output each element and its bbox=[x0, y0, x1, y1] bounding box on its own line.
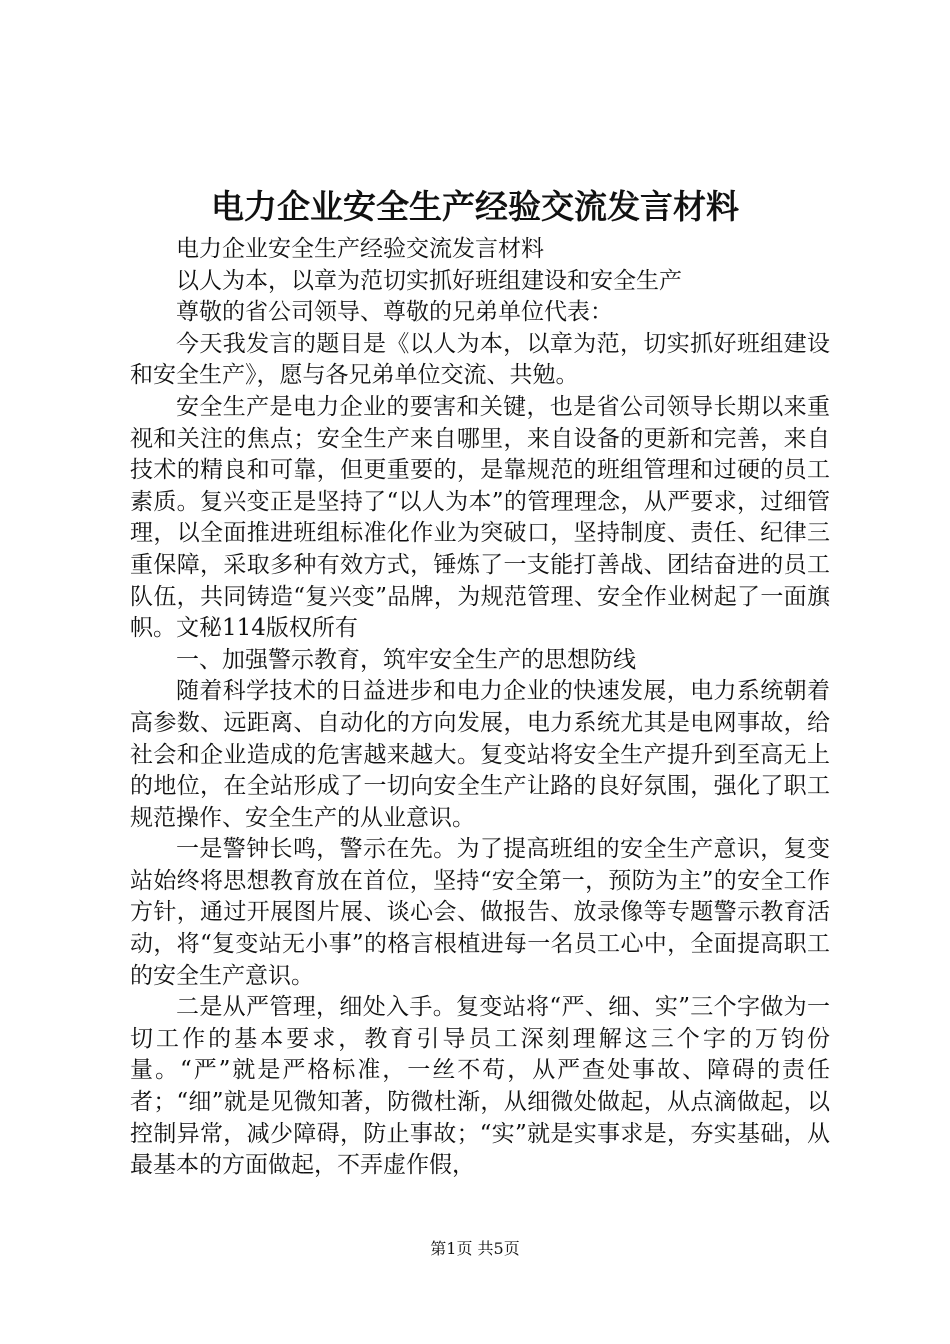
paragraph-salutation: 尊敬的省公司领导、尊敬的兄弟单位代表： bbox=[176, 299, 613, 326]
page-footer: 第1页 共5页 bbox=[430, 1239, 520, 1258]
document-body bbox=[130, 234, 830, 1182]
paragraph-point-2: 二是从严管理，细处入手。复变站将“严、细、实”三个字做为一切工作的基本要求，教育引导员工深刻理解这三个字的万钧份量。“严”就是严格标准，一丝不苟，从严查处事故、障碍的责任者；“细”就是见微知著，防微杜渐，从细微处做起，从点滴做起，以控制异常，减少障碍，防止事故；“实”就是实事求是，夯实基础，从最基本的方面做起，不弄虚作假， bbox=[130, 994, 830, 1179]
paragraph-intro: 今天我发言的题目是《以人为本，以章为范，切实抓好班组建设和安全生产》，愿与各兄弟单位交流、共勉。 bbox=[130, 330, 830, 389]
paragraph-background: 随着科学技术的日益进步和电力企业的快速发展，电力系统朝着高参数、远距离、自动化的方向发展，电力系统尤其是电网事故，给社会和企业造成的危害越来越大。复变站将安全生产提升到至高无上的地位，在全站形成了一切向安全生产让路的良好氛围，强化了职工规范操作、安全生产的从业意识。 bbox=[130, 678, 830, 831]
paragraph-theme: 以人为本，以章为范切实抓好班组建设和安全生产 bbox=[176, 267, 682, 294]
paragraph-overview: 安全生产是电力企业的要害和关键，也是省公司领导长期以来重视和关注的焦点；安全生产来自哪里，来自设备的更新和完善，来自技术的精良和可靠，但更重要的，是靠规范的班组管理和过硬的员工素质。复兴变正是坚持了“以人为本”的管理理念，从严要求，过细管理，以全面推进班组标准化作业为突破口，坚持制度、责任、纪律三重保障，采取多种有效方式，锤炼了一支能打善战、团结奋进的员工队伍，共同铸造“复兴变”品牌，为规范管理、安全作业树起了一面旗帜。文秘114版权所有 bbox=[130, 393, 830, 642]
paragraph-point-1: 一是警钟长鸣，警示在先。为了提高班组的安全生产意识，复变站始终将思想教育放在首位，坚持“安全第一，预防为主”的安全工作方针，通过开展图片展、谈心会、做报告、放录像等专题警示教育活动，将“复变站无小事”的格言根植进每一名员工心中，全面提高职工的安全生产意识。 bbox=[130, 836, 830, 989]
paragraph-subtitle: 电力企业安全生产经验交流发言材料 bbox=[176, 236, 544, 262]
section-heading-1: 一、加强警示教育，筑牢安全生产的思想防线 bbox=[176, 646, 636, 673]
document-title: 电力企业安全生产经验交流发言材料 bbox=[211, 187, 739, 226]
